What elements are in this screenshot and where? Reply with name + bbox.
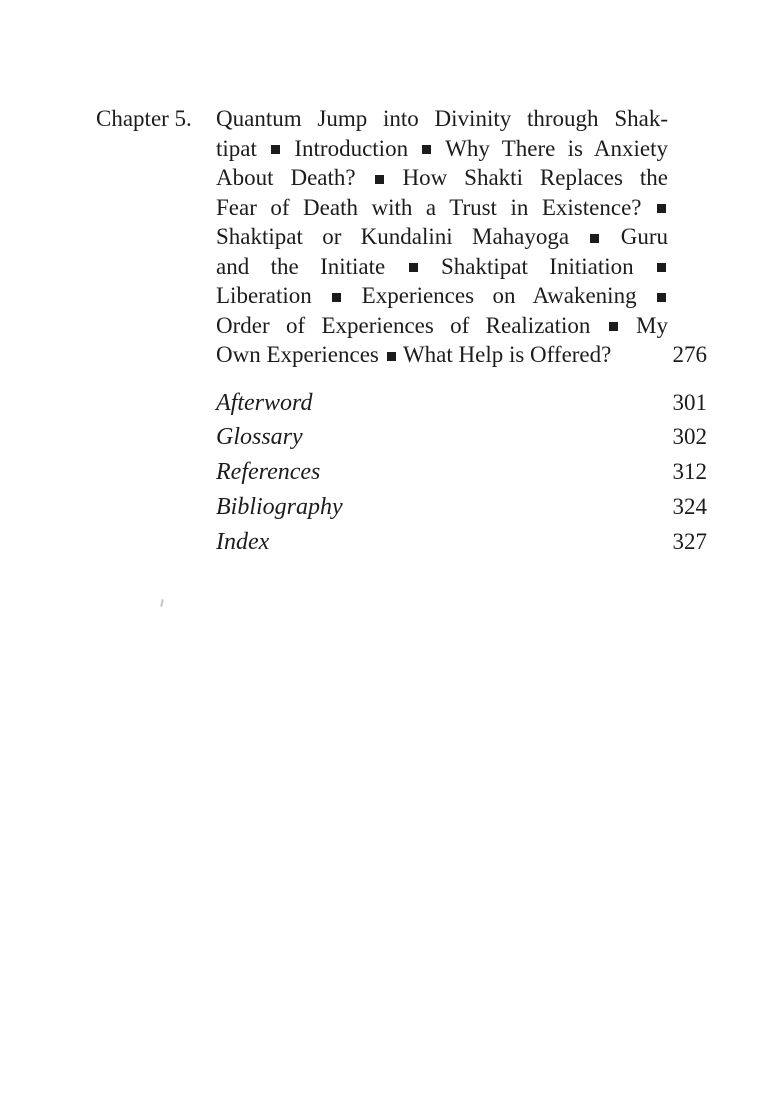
scan-artifact [160,599,164,607]
back-matter-row [216,386,707,421]
chapter-description-line: Quantum Jump into Divinity through Shak- [216,106,668,131]
back-matter-row [216,525,707,560]
bullet-square-icon [271,145,280,154]
bullet-square-icon [375,175,384,184]
bullet-square-icon [590,234,599,243]
chapter-description-line: Fear of Death with a Trust in Existence? [216,193,668,223]
back-matter-title: Index [216,528,270,555]
bullet-square-icon [409,263,418,272]
chapter-description-line: Shaktipat or Kundalini Mahayoga Guru [216,224,668,249]
chapter-description-line: Liberation Experiences on Awakening [216,281,668,311]
back-matter-list [216,386,707,560]
chapter-page-number: 276 [672,342,707,367]
chapter-label: Chapter 5. [96,106,192,131]
bullet-square-icon [657,263,666,272]
chapter-description-line: Own Experiences What Help is Offered? [216,342,612,367]
chapter-description [216,104,668,370]
back-matter-page-number: 324 [672,493,707,519]
back-matter-title: Glossary [216,424,303,451]
bullet-square-icon [387,352,396,361]
back-matter-row [216,455,707,490]
back-matter-page-number: 302 [672,424,707,450]
bullet-square-icon [422,145,431,154]
back-matter-title: Bibliography [216,493,343,520]
back-matter-page-number: 312 [672,459,707,485]
bullet-square-icon [657,293,666,302]
back-matter-row [216,420,707,455]
back-matter-title: Afterword [216,389,313,416]
chapter-entry [96,104,707,370]
chapter-description-line: Order of Experiences of Realization My [216,312,668,338]
bullet-square-icon [609,322,618,331]
chapter-description-line: and the Initiate Shaktipat Initiation [216,252,668,282]
chapter-description-line: About Death? How Shakti Replaces the [216,165,668,190]
chapter-description-line: tipat Introduction Why There is Anxiety [216,135,668,161]
toc-content [96,104,707,559]
back-matter-title: References [216,459,321,486]
back-matter-row [216,490,707,525]
bullet-square-icon [657,204,666,213]
back-matter-page-number: 327 [672,528,707,554]
bullet-square-icon [332,293,341,302]
back-matter-page-number: 301 [672,389,707,415]
